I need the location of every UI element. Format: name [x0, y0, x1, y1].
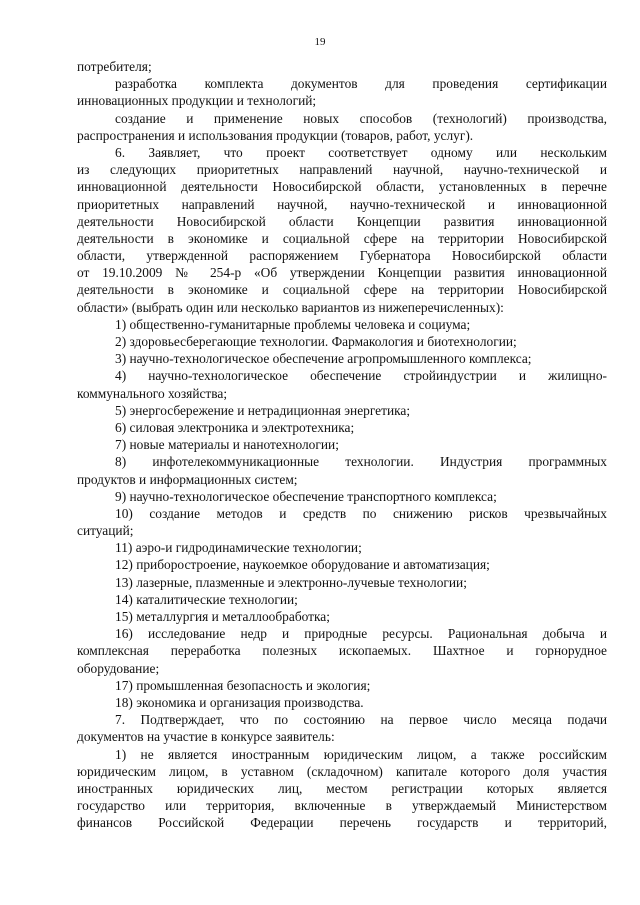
list-item: 11) аэро-и гидродинамические технологии; — [115, 540, 362, 556]
list-item: 2) здоровьесберегающие технологии. Фармакология и биотехнологии; — [115, 334, 517, 349]
list-item: 8) инфотелекоммуникационные технологии. Индустрия программных — [115, 454, 607, 470]
list-item: 1) не является иностранным юридическим лицом, а также российским — [115, 746, 607, 762]
text-line: продуктов и информационных систем; — [77, 471, 298, 487]
text-line: иностранных юридических лиц, местом регистрации которых является — [77, 780, 607, 796]
text-line: финансов Российской Федерации перечень государств и территорий, — [77, 815, 607, 831]
text-line: государство или территория, включенные в утверждаемый Министерством — [77, 798, 607, 814]
text-line: оборудование; — [77, 660, 160, 676]
text-line: инновационной деятельности Новосибирской области, установленных в перечне — [77, 179, 607, 195]
text-line: области» (выбрать один или несколько вариантов из нижеперечисленных): — [77, 299, 504, 315]
text-line: документов на участие в конкурсе заявитель: — [77, 729, 335, 745]
list-item: 4) научно-технологическое обеспечение стройиндустрии и жилищно- — [115, 368, 607, 384]
text-line: инновационных продукции и технологий; — [77, 93, 317, 109]
list-item: 12) приборостроение, наукоемкое оборудование и автоматизация; — [115, 557, 490, 573]
list-item: 16) исследование недр и природные ресурсы. Рациональная добыча и — [115, 626, 607, 642]
text-line: от 19.10.2009 № 254-р «Об утверждении Концепции развития инновационной — [77, 265, 607, 281]
text-line: ситуаций; — [77, 523, 134, 539]
list-item: 14) каталитические технологии; — [115, 591, 298, 607]
list-item: 6) силовая электроника и электротехника; — [115, 419, 355, 435]
text-line: распространения и использования продукции (товаров, работ, услуг). — [77, 127, 474, 143]
list-item: 10) создание методов и средств по снижению рисков чрезвычайных — [115, 505, 607, 521]
page-number: 19 — [314, 36, 326, 48]
list-item: 3) научно-технологическое обеспечение агропромышленного комплекса; — [115, 351, 532, 367]
text-line: деятельности в экономике и социальной сфере на территории Новосибирской — [77, 282, 607, 298]
text-line: 6. Заявляет, что проект соответствует одному или нескольким — [115, 144, 607, 160]
list-item: 15) металлургия и металлообработка; — [115, 609, 330, 624]
text-line: приоритетных направлений научной, научно-технической и инновационной — [77, 196, 607, 212]
text-line: коммунального хозяйства; — [77, 385, 228, 401]
list-item: 17) промышленная безопасность и экология; — [115, 677, 371, 693]
text-line: создание и применение новых способов (технологий) производства, — [115, 110, 607, 126]
list-item: 5) энергосбережение и нетрадиционная энергетика; — [115, 402, 411, 418]
text-line: комплексная переработка полезных ископаемых. Шахтное и горнорудное — [77, 643, 607, 659]
document-body — [77, 58, 607, 831]
list-item: 13) лазерные, плазменные и электронно-лучевые технологии; — [115, 574, 467, 590]
list-item: 1) общественно-гуманитарные проблемы человека и социума; — [115, 316, 471, 332]
text-line: из следующих приоритетных направлений научной, научно-технической и — [77, 162, 607, 178]
list-item: 18) экономика и организация производства. — [115, 694, 364, 710]
text-line: деятельности в экономике и социальной сфере на территории Новосибирской — [77, 230, 607, 246]
list-item: 7) новые материалы и нанотехнологии; — [115, 437, 339, 453]
text-line: потребителя; — [77, 59, 152, 74]
text-line: области, утвержденной распоряжением Губернатора Новосибирской области — [77, 248, 607, 264]
text-line: разработка комплекта документов для проведения сертификации — [115, 76, 607, 92]
text-line: 7. Подтверждает, что по состоянию на первое число месяца подачи — [115, 712, 607, 728]
list-item: 9) научно-технологическое обеспечение транспортного комплекса; — [115, 488, 497, 504]
text-line: юридическим лицом, в уставном (складочном) капитале которого доля участия — [77, 763, 607, 779]
text-line: деятельности Новосибирской области Концепции развития инновационной — [77, 213, 607, 229]
